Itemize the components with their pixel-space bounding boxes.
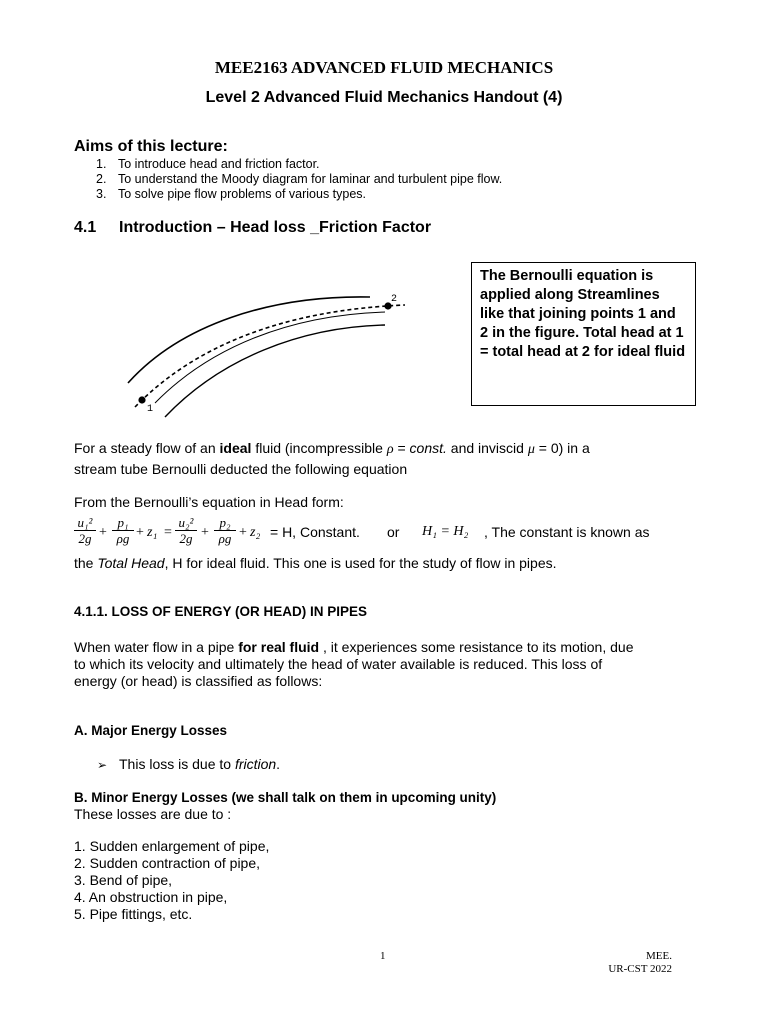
course-title: MEE2163 ADVANCED FLUID MECHANICS [214, 58, 554, 77]
loss-para-line1: When water flow in a pipe for real fluid , it experiences some resistance to its motion, due [74, 639, 634, 655]
list-item: 3. Bend of pipe, [74, 872, 173, 888]
list-item: 2. Sudden contraction of pipe, [74, 855, 261, 871]
major-loss-bullet: ➢ This loss is due to friction. [97, 754, 280, 775]
bernoulli-callout: The Bernoulli equation is applied along Streamlines like that joining points 1 and 2 in the figure. Total head at 1 = total head at 2 for ideal fluid [471, 262, 696, 406]
handout-title: Level 2 Advanced Fluid Mechanics Handout (4) [205, 89, 563, 106]
loss-para-line2: to which its velocity and ultimately the head of water available is reduced. This loss of [74, 656, 603, 672]
fraction-u1: $\frac{\text{u₁²}}{2g}$ [74, 515, 96, 546]
head-form-intro: From the Bernoulli’s equation in Head form: [74, 494, 344, 510]
list-item: 2. To understand the Moody diagram for laminar and turbulent pipe flow. [96, 172, 503, 186]
bernoulli-formula: $\frac{\text{u₁²}}{2g}$ + $\frac{\text{p₁}}{\rho g}$ + z₁ = $\frac{\text{u₂²}}{2g}$ + $\frac{\text{p₂}}{\rho g}$ + z₂ = H, Constant. or H₁ = H₂ , The constant is known as [74, 515, 714, 555]
lower-streamline [165, 325, 385, 417]
minor-loss-intro: These losses are due to : [74, 806, 232, 822]
total-head-line: the Total Head, H for ideal fluid. This one is used for the study of flow in pipes. [74, 555, 557, 571]
section-title: Introduction – Head loss _Friction Factor [119, 219, 432, 236]
footer-dept: MEE. [646, 950, 672, 962]
loss-para-line3: energy (or head) is classified as follows: [74, 673, 323, 689]
aims-heading: Aims of this lecture: [74, 138, 228, 155]
fraction-p2: $\frac{\text{p₂}}{\rho g}$ [214, 515, 236, 546]
list-item: 4. An obstruction in pipe, [74, 889, 228, 905]
major-loss-heading: A. Major Energy Losses [74, 723, 228, 738]
steady-flow-line1: For a steady flow of an ideal fluid (incompressible ρ = const. and inviscid μ = 0) in a [74, 440, 590, 457]
section-number: 4.1 [74, 219, 97, 236]
point-1-label: 1 [147, 404, 154, 415]
streamline-diagram [120, 285, 410, 425]
page-number: 1 [380, 950, 386, 962]
footer-institution: UR-CST 2022 [608, 963, 672, 975]
dashed-streamline [135, 305, 405, 407]
loss-heading: 4.1.1. LOSS OF ENERGY (OR HEAD) IN PIPES [74, 604, 368, 619]
minor-loss-list [74, 838, 269, 923]
steady-flow-line2: stream tube Bernoulli deducted the following equation [74, 461, 408, 477]
fraction-p1: $\frac{\text{p₁}}{\rho g}$ [112, 515, 134, 546]
section-heading [74, 219, 431, 237]
point-2-label: 2 [391, 294, 398, 305]
inner-streamline [155, 312, 385, 403]
arrow-bullet-icon: ➢ [97, 758, 108, 772]
aims-list [96, 157, 502, 202]
minor-loss-heading: B. Minor Energy Losses (we shall talk on them in upcoming unity) [74, 790, 497, 805]
list-item: 5. Pipe fittings, etc. [74, 906, 193, 922]
list-item: 1. Sudden enlargement of pipe, [74, 838, 270, 854]
point-1-dot [138, 396, 145, 403]
list-item: 3. To solve pipe flow problems of various types. [96, 187, 367, 201]
fraction-u2: $\frac{\text{u₂²}}{2g}$ [175, 515, 197, 546]
list-item: 1. To introduce head and friction factor. [96, 157, 320, 171]
